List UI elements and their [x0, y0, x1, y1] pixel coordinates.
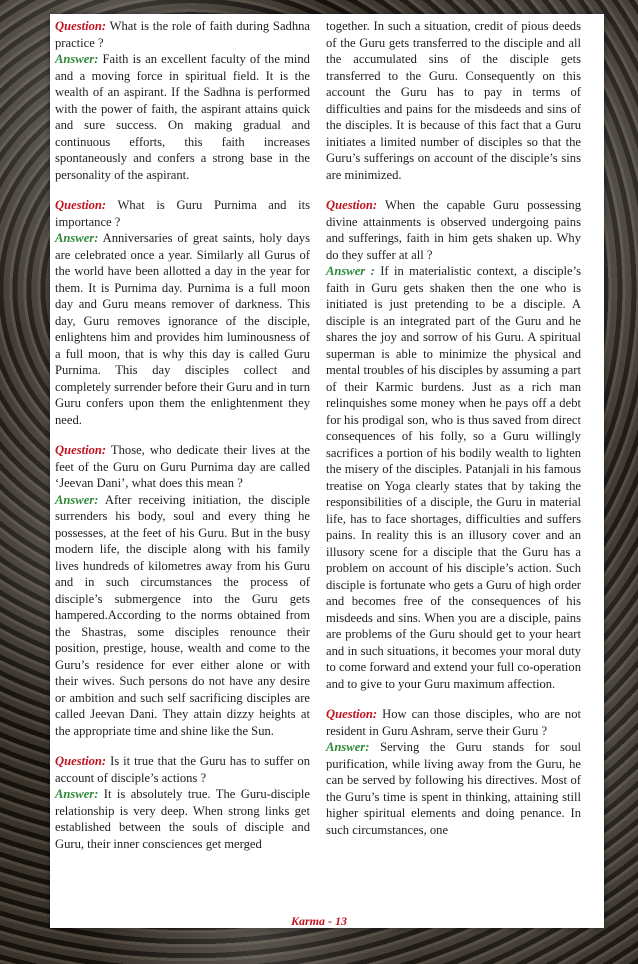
question-label: Question:: [326, 198, 378, 212]
answer: [55, 230, 310, 428]
answer: [55, 786, 310, 852]
qa-item: [55, 197, 310, 428]
answer: [326, 263, 581, 692]
answer-label: Answer:: [55, 231, 99, 245]
answer: [326, 739, 581, 838]
question: [55, 753, 310, 786]
question-label: Question:: [55, 754, 107, 768]
question-text: Is it true that the Guru has to suffer on account of disciple’s actions ?: [55, 754, 310, 785]
answer: [55, 51, 310, 183]
question: [55, 197, 310, 230]
question-label: Question:: [326, 707, 378, 721]
question-label: Question:: [55, 19, 107, 33]
question-label: Question:: [55, 198, 107, 212]
left-column: [55, 18, 310, 866]
answer-label: Answer :: [326, 264, 375, 278]
question-text: What is the role of faith during Sadhna practice ?: [55, 19, 311, 50]
question-text: What is Guru Purnima and its importance ?: [55, 198, 311, 229]
answer-text: Faith is an excellent faculty of the mind and a moving force in spiritual field. It is the wealth of an aspirant. If the Sadhna is performed with the power of faith, the aspirant attains quick and sure success. On making gradual and continuous efforts, this faith increases spontaneously and confers a strong base in the personality of the aspirant.: [55, 52, 310, 182]
qa-item: [55, 18, 310, 183]
question: [326, 706, 581, 739]
answer-text: If in materialistic context, a disciple’s faith in Guru gets shaken then the one who is initiated is just pretending to be a disciple. A disciple is an integrated part of the Guru and he shares the joy and sorrow of his Guru. A spiritual superman is able to minimize the physical and mental troubles of his disciples by assuming a part of their Karmic burdens. Just as a rich man relinquishes some money when he pays off a debt for his prodigal son, who is thus saved from direct consequences of his folly, so a Guru willingly sacrifices a portion of his bodily wealth to lighten the misery of the disciples. Patanjali in his famous treatise on Yoga clearly states that by taking the responsibilities of a disciple, the Guru in material life, has to face shortages, difficulties and suffers pains. In reality this is an illusory cover and an illusory scene for a disciple that the Guru has a problem on account of his disciple’s action. Such disciple is fortunate who gets a Guru of high order and becomes free of the consequences of his misdeeds and sins. When you are a disciple, pains are problems of the Guru should get to your heart and in such situations, it becomes your moral duty to come forward and extend your full co-operation and to give to your Guru maximum affection.: [326, 264, 581, 691]
answer-label: Answer:: [55, 787, 99, 801]
answer-label: Answer:: [55, 52, 99, 66]
qa-item: [326, 706, 581, 838]
answer-text: Serving the Guru stands for soul purification, while living away from the Guru, he can be served by following his directives. Most of the Guru’s time is spent in thinking, attaining still higher spiritual elements and doing penance. In such circumstances, one: [326, 740, 581, 837]
question: [55, 18, 310, 51]
answer: [55, 492, 310, 740]
qa-item: [55, 442, 310, 739]
question: [326, 197, 581, 263]
question: [55, 442, 310, 492]
qa-item: [55, 753, 310, 852]
answer-text: After receiving initiation, the disciple surrenders his body, soul and every thing he possesses, at the feet of his Guru. But in the busy modern life, the disciple along with his family lives hundreds of kilometres away from his Guru and in such circumstances the process of disciple’s submergence into the Guru gets hampered.According to the norms obtained from the Shastras, some disciples renounce their position, prestige, house, wealth and come to the Guru’s residence for ever either alone or with their wives. Such persons do not have any desire or ambition and such self sacrificing disciples are called Jeevan Dani. They attain dizzy heights at the appropriate time and shine like the Sun.: [55, 492, 310, 738]
answer-label: Answer:: [326, 740, 370, 754]
answer-text: Anniversaries of great saints, holy days are celebrated once a year. Similarly all Gurus of the world have been allotted a day in the year for them. It is Purnima day. Purnima is a full moon day and Guru means remover of darkness. This day, Guru removes ignorance of the disciple, enlightens him and provides him luminousness of a full moon, that is why this day is called Guru Purnima. This day disciples collect and completely surrender before their Guru and in turn Guru confers upon them the enlightenment they need.: [55, 231, 310, 427]
question-text: When the capable Guru possessing divine attainments is observed undergoing pains and sufferings, faith in him gets shaken up. Why do they suffer at all ?: [326, 198, 582, 262]
article-body: [55, 18, 601, 923]
qa-item: [326, 197, 581, 692]
answer-text: It is absolutely true. The Guru-disciple relationship is very deep. When strong links get established between the souls of disciple and Guru, their inner consciences get merged: [55, 787, 310, 851]
continued-answer-text: together. In such a situation, credit of pious deeds of the Guru gets transferred to the disciple and all the accumulated sins of the disciple gets transferred to the Guru. Consequently on this account the Guru has to pay in terms of difficulties and pains for the misdeeds and sins of the disciples. It is because of this fact that a Guru initiates a limited number of disciples so that the Guru’s sufferings on account of the disciple’s sins are minimized.: [326, 19, 581, 182]
answer-label: Answer:: [55, 492, 99, 507]
question-text: How can those disciples, who are not resident in Guru Ashram, serve their Guru ?: [326, 707, 581, 738]
question-label: Question:: [55, 443, 107, 457]
question-text: Those, who dedicate their lives at the feet of the Guru on Guru Purnima day are called ‘Jeevan Dani’, what does this mean ?: [55, 443, 311, 490]
page-footer: Karma - 13: [290, 914, 347, 928]
right-column: [326, 18, 581, 852]
